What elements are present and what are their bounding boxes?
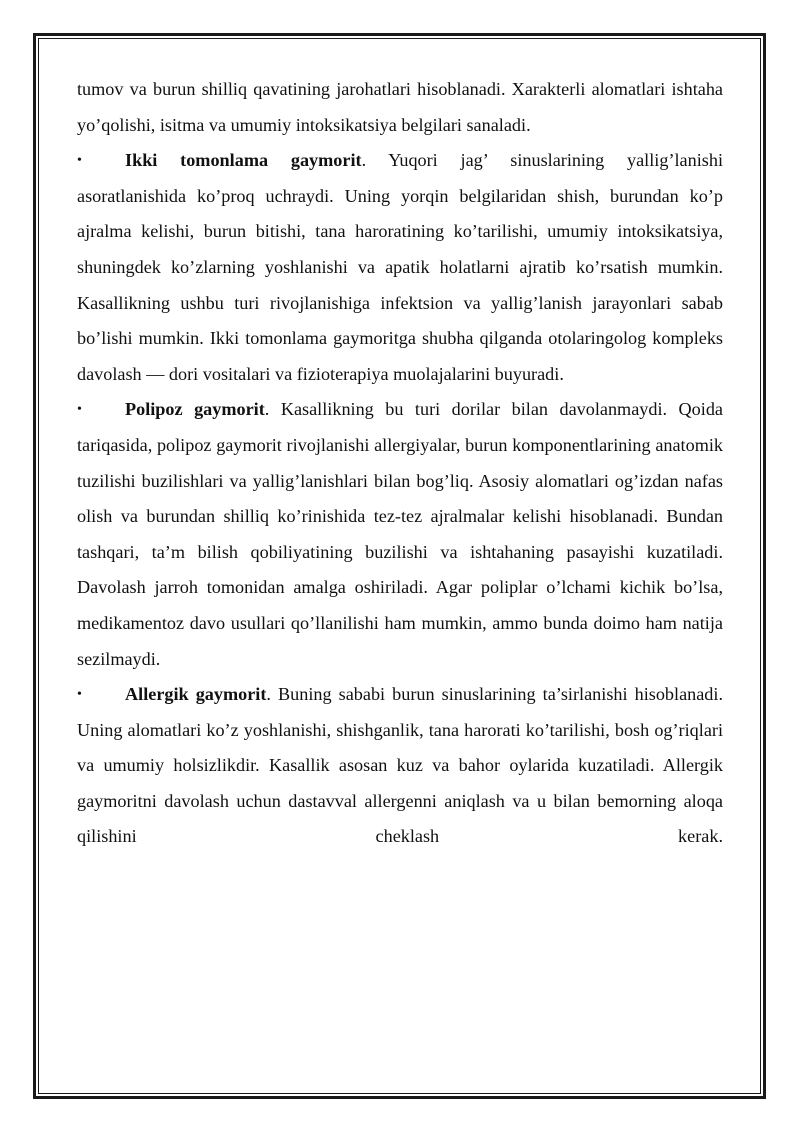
- intro-paragraph: tumov va burun shilliq qavatining jarohatlari hisoblanadi. Xarakterli alomatlari ishtaha yo’qolishi, isitma va umumiy intoksikatsiya belgilari sanaladi.: [77, 79, 723, 135]
- document-body: [77, 72, 723, 855]
- list-item-polipoz: [77, 392, 723, 677]
- bullet-icon: •: [77, 402, 82, 418]
- list-item-allergik: [77, 677, 723, 855]
- bullet-icon: •: [77, 153, 82, 169]
- term-heading: Polipoz gaymorit: [125, 399, 265, 420]
- term-description: . Kasallikning bu turi dorilar bilan davolanmaydi. Qoida tariqasida, polipoz gaymorit rivojlanishi allergiyalar, burun komponentlarining anatomik tuzilishi buzilishlari va yallig’lanishlari bilan bog’liq. Asosiy alomatlari og’izdan nafas olish va burundan shilliq ko’rinishida tez-tez ajralmalar kelishi hisoblanadi. Bundan tashqari, ta’m bilish qobiliyatining buzilishi va ishtahaning pasayishi kuzatiladi. Davolash jarroh tomonidan amalga oshiriladi. Agar poliplar o’lchami kichik bo’lsa, medikamentoz davo usullari qo’llanilishi ham mumkin, ammo bunda doimo ham natija sezilmaydi.: [77, 399, 723, 669]
- bullet-icon: •: [77, 687, 82, 703]
- list-item-ikki-tomonlama: [77, 143, 723, 392]
- term-heading: Ikki tomonlama gaymorit: [125, 150, 362, 171]
- term-description: . Buning sababi burun sinuslarining ta’sirlanishi hisoblanadi. Uning alomatlari ko’z yoshlanishi, shishganlik, tana harorati ko’tarilishi, bosh og’riqlari va umumiy holsizlikdir. Kasallik asosan kuz va bahor oylarida kuzatiladi. Allergik gaymoritni davolash uchun dastavval allergenni aniqlash va u bilan bemorning aloqa qilishini cheklash kerak.: [77, 684, 723, 847]
- term-heading: Allergik gaymorit: [125, 684, 267, 705]
- term-description: . Yuqori jag’ sinuslarining yallig’lanishi asoratlanishida ko’proq uchraydi. Uning yorqin belgilaridan shish, burundan ko’p ajralma kelishi, burun bitishi, tana haroratining ko’tarilishi, umumiy intoksikatsiya, shuningdek ko’zlarning yoshlanishi va apatik holatlarni ajratib ko’rsatish mumkin. Kasallikning ushbu turi rivojlanishiga infektsion va yallig’lanish jarayonlari sabab bo’lishi mumkin. Ikki tomonlama gaymoritga shubha qilganda otolaringolog kompleks davolash — dori vositalari va fizioterapiya muolajalarini buyuradi.: [77, 150, 723, 384]
